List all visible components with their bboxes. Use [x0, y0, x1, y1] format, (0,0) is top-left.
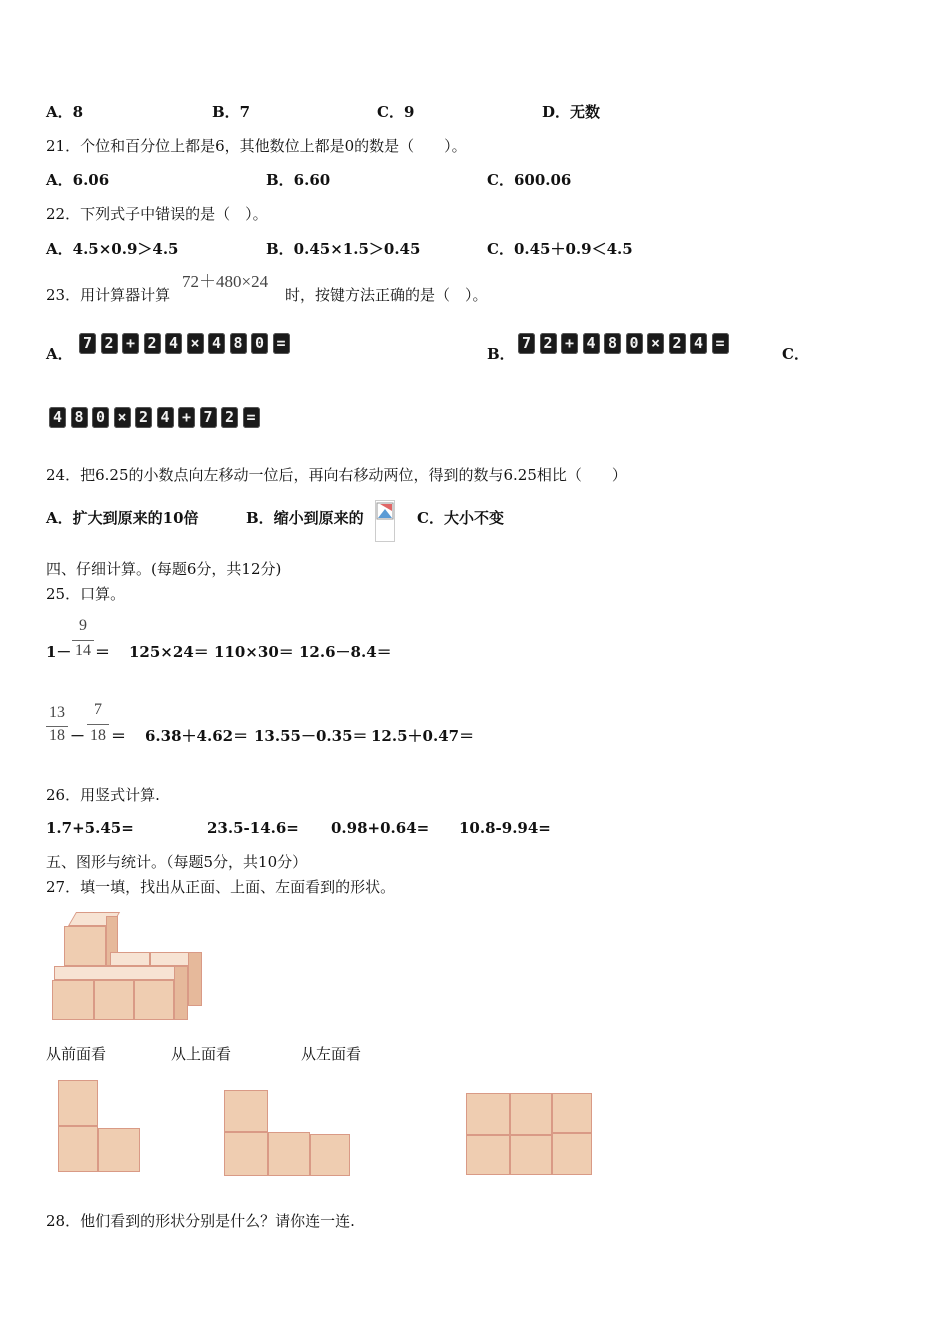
q25-frac3-bar: [87, 724, 109, 725]
calc-c-key: 4: [49, 407, 66, 428]
q22-option-b: B．0.45×1.5＞0.45: [266, 240, 421, 258]
q25-row2-minus: －: [70, 727, 86, 745]
q23-stem-after: 时，按键方法正确的是（ ）。: [285, 286, 488, 304]
calc-b-key: 4: [690, 333, 707, 354]
calc-a-key: 7: [79, 333, 96, 354]
calc-c-key: 2: [135, 407, 152, 428]
calc-a-key: 2: [144, 333, 161, 354]
view-label-left: 从左面看: [301, 1045, 362, 1063]
q28-stem: 28．他们看到的形状分别是什么？请你连一连.: [46, 1212, 355, 1230]
q23-option-c-label: C．: [782, 345, 809, 363]
calc-a-key: 8: [230, 333, 247, 354]
q20-option-d: D．无数: [542, 103, 601, 121]
q25-frac1-bar: [72, 640, 94, 641]
q25-row2-equals: ＝: [111, 727, 127, 745]
q21-option-b: B．6.60: [266, 171, 331, 189]
calc-a-key: 4: [165, 333, 182, 354]
calc-a-key: =: [273, 333, 290, 354]
calc-a-key: 2: [101, 333, 118, 354]
view-label-front: 从前面看: [46, 1045, 107, 1063]
calc-a-key: 4: [208, 333, 225, 354]
q25-row2-item: 12.5＋0.47＝: [371, 727, 475, 745]
calc-b-key: 8: [604, 333, 621, 354]
calc-c-key: ×: [114, 407, 131, 428]
q26-item: 10.8-9.94=: [459, 819, 551, 837]
q25-row1-item: 125×24＝: [129, 643, 209, 661]
q26-item: 0.98+0.64=: [331, 819, 430, 837]
q25-stem: 25．口算。: [46, 585, 126, 603]
calc-b-key: +: [561, 333, 578, 354]
q23-expression: 72＋480×24: [182, 272, 269, 291]
calc-a-key: +: [122, 333, 139, 354]
view-shape-3: [466, 1093, 596, 1177]
q20-option-c: C．9: [377, 103, 415, 121]
q23-stem: 23．用计算器计算: [46, 286, 171, 304]
q23-option-b-label: B．: [487, 345, 515, 363]
q25-frac1-denominator: 14: [75, 642, 91, 659]
q26-item: 23.5-14.6=: [207, 819, 299, 837]
q20-option-b: B．7: [212, 103, 251, 121]
q26-stem: 26．用竖式计算.: [46, 786, 160, 804]
calc-c-key: 0: [92, 407, 109, 428]
q24-stem: 24．把6.25的小数点向左移动一位后，再向右移动两位，得到的数与6.25相比（ ）: [46, 466, 627, 484]
q25-frac1-numerator: 9: [79, 617, 87, 634]
q23-option-a-label: A．: [46, 345, 73, 363]
calc-b-key: 7: [518, 333, 535, 354]
q22-option-c: C．0.45＋0.9＜4.5: [487, 240, 633, 258]
view-shape-2: [222, 1090, 352, 1178]
calc-c-key: =: [243, 407, 260, 428]
calc-b-key: =: [712, 333, 729, 354]
section5-heading: 五、图形与统计。（每题5分，共10分）: [46, 853, 308, 871]
q25-frac2-numerator: 13: [49, 704, 65, 721]
view-label-top: 从上面看: [171, 1045, 232, 1063]
q21-option-c: C．600.06: [487, 171, 572, 189]
calc-b-key: 2: [540, 333, 557, 354]
calc-a-key: 0: [251, 333, 268, 354]
view-shape-1: [56, 1080, 142, 1176]
calc-c-key: +: [178, 407, 195, 428]
q22-option-a: A．4.5×0.9＞4.5: [46, 240, 179, 258]
calc-c-key: 4: [157, 407, 174, 428]
q26-item: 1.7+5.45=: [46, 819, 134, 837]
calc-c-key: 2: [221, 407, 238, 428]
calc-a-key: ×: [187, 333, 204, 354]
q25-row2-item: 6.38＋4.62＝: [145, 727, 249, 745]
q21-option-a: A．6.06: [46, 171, 110, 189]
q25-frac2-denominator: 18: [49, 727, 65, 744]
q25-row1-item: 12.6－8.4＝: [299, 643, 392, 661]
q25-frac3-denominator: 18: [90, 727, 106, 744]
q25-row1-item: 110×30＝: [214, 643, 294, 661]
q20-option-a: A．8: [46, 103, 84, 121]
broken-image-icon: [375, 500, 395, 542]
q24-option-a: A．扩大到原来的10倍: [46, 509, 199, 527]
calc-b-key: 0: [626, 333, 643, 354]
q25-row1-prefix: 1－: [46, 643, 72, 661]
calc-c-key: 8: [71, 407, 88, 428]
q25-frac3-numerator: 7: [94, 701, 102, 718]
calc-b-key: ×: [647, 333, 664, 354]
q27-stem: 27．填一填，找出从正面、上面、左面看到的形状。: [46, 878, 396, 896]
q24-option-b: B．缩小到原来的: [246, 509, 364, 527]
calc-c-key: 7: [200, 407, 217, 428]
calc-b-key: 2: [669, 333, 686, 354]
calc-b-key: 4: [583, 333, 600, 354]
q25-row2-item: 13.55－0.35＝: [254, 727, 368, 745]
q21-stem: 21．个位和百分位上都是6，其他数位上都是0的数是（ ）。: [46, 137, 467, 155]
cube-stack-figure: [48, 912, 208, 1024]
q25-row1-equals: ＝: [95, 643, 111, 661]
q24-option-c: C．大小不变: [417, 509, 504, 527]
q22-stem: 22．下列式子中错误的是（ ）。: [46, 205, 268, 223]
section4-heading: 四、仔细计算。(每题6分，共12分): [46, 560, 282, 578]
